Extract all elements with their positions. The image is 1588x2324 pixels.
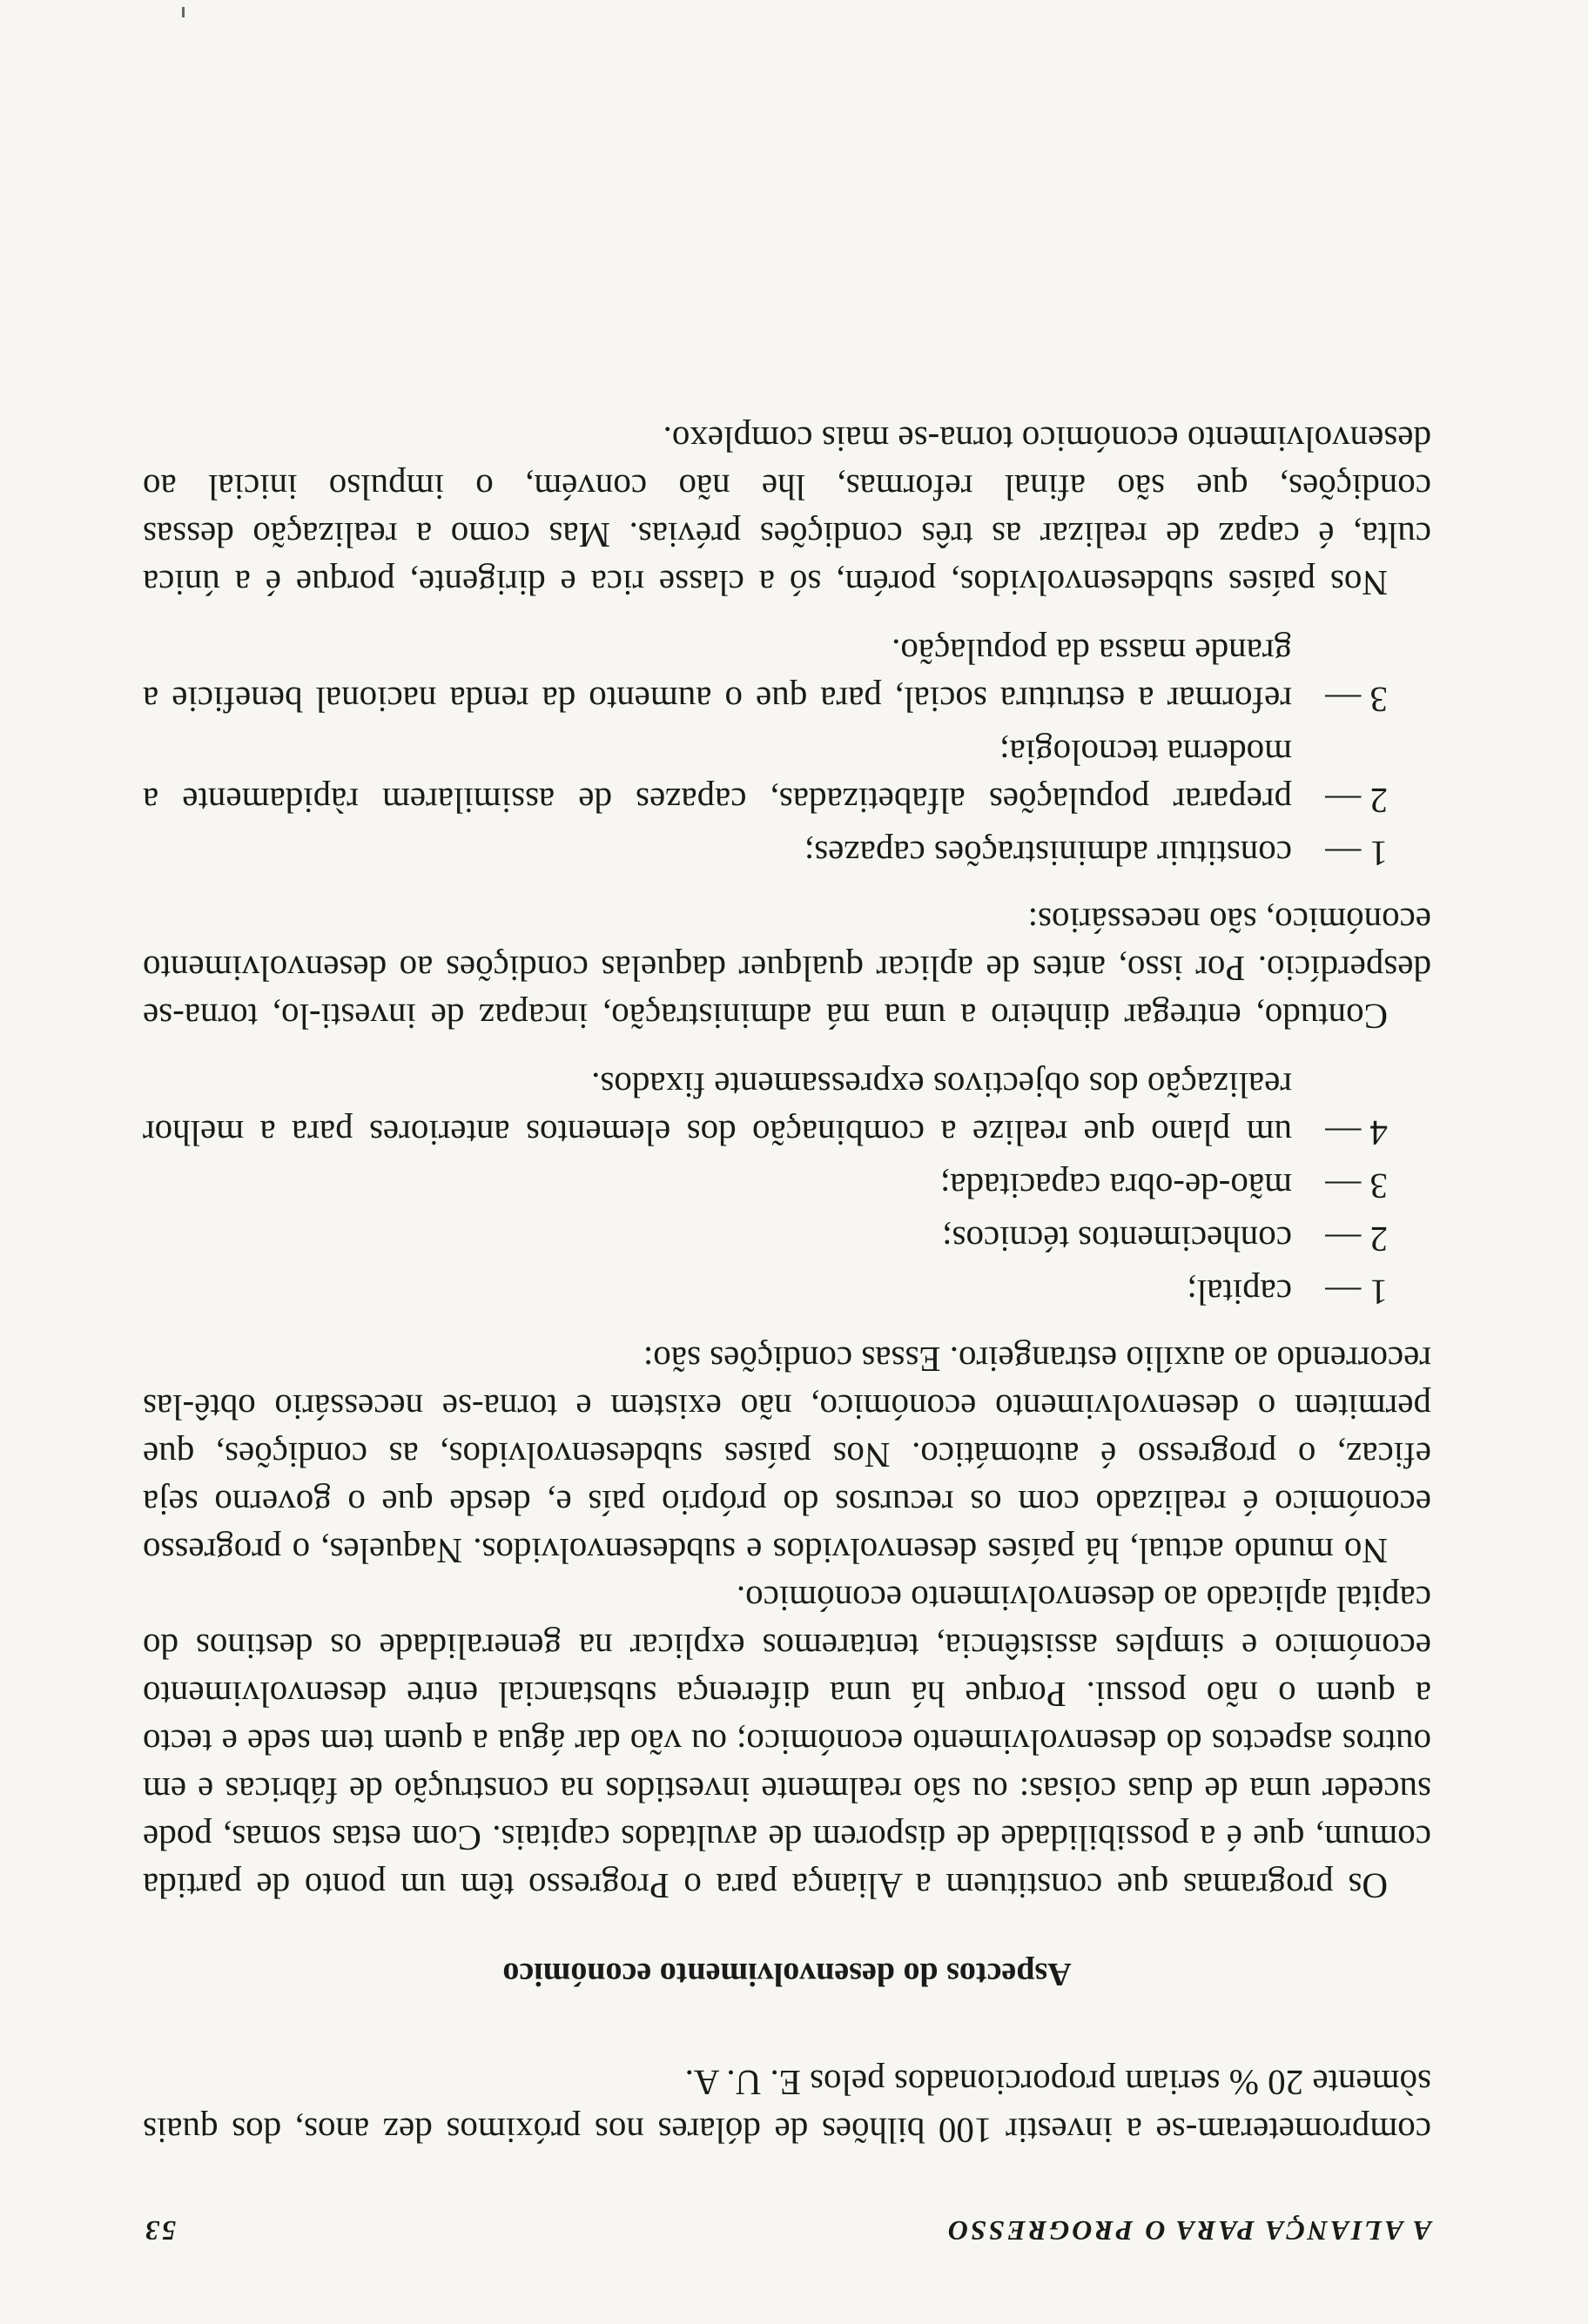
running-title: A ALIANÇA PARA O PROGRESSO — [945, 2215, 1431, 2247]
list-number: 3 — — [1325, 1166, 1388, 1206]
list-text: capital; — [1187, 1273, 1292, 1313]
list-item — [143, 1215, 1431, 1263]
list-number: 2 — — [1325, 1219, 1388, 1259]
intro-paragraph: comprometeram-se a investir 100 bilhões de dólares nos próximos dez anos, dos quais sòmente 20 % seriam proporcionados pelos E. U. A. — [143, 2063, 1431, 2151]
paragraph-3: Contudo, entregar dinheiro a uma má administração, incapaz de investi-lo, torna-se desperdício. Por isso, antes de aplicar qualquer daquelas condições ao desenvolvimento económico, são necessários: — [143, 901, 1431, 1037]
list-number: 1 — — [1325, 834, 1388, 874]
page-number: 53 — [143, 2215, 176, 2247]
list-item — [143, 830, 1431, 877]
list-item — [143, 729, 1431, 824]
list-item — [143, 1061, 1431, 1157]
page-content — [143, 415, 1431, 2254]
list-text: um plano que realize a combinação dos elementos anteriores para a melhor realização dos objectivos expressamente fixados. — [143, 1065, 1292, 1153]
prerequisites-list — [143, 628, 1431, 877]
list-text: mão-de-obra capacitada; — [939, 1166, 1292, 1206]
list-item — [143, 1162, 1431, 1210]
list-number: 3 — — [1325, 680, 1388, 720]
list-number: 1 — — [1325, 1273, 1388, 1313]
list-text: constituir administrações capazes; — [804, 834, 1292, 874]
list-number: 2 — — [1325, 781, 1388, 821]
running-header — [143, 2206, 1431, 2254]
section-title: Aspectos do desenvolvimento económico — [502, 1956, 1072, 1992]
list-item — [143, 1268, 1431, 1316]
paragraph-2: No mundo actual, há países desenvolvidos e subdesenvolvidos. Naqueles, o progresso económico é realizado com os recursos do próprio país e, desde que o governo seja eficaz, o progresso é automático. Nos países subdesenvolvidos, as condições, que permitem o desenvolvimento económico, não existem e torna-se necessário obtê-las recorrendo ao auxílio estrangeiro. Essas condições são: — [143, 1340, 1431, 1571]
list-number: 4 — — [1325, 1113, 1388, 1153]
conditions-list — [143, 1061, 1431, 1316]
list-text: reformar a estrutura social, para que o aumento da renda nacional beneficie a grande massa da população. — [143, 632, 1292, 720]
list-text: conhecimentos técnicos; — [942, 1219, 1292, 1259]
scan-mark — [182, 7, 185, 17]
list-text: preparar populações alfabetizadas, capazes de assimilarem ràpidamente a moderna tecnologia; — [143, 733, 1292, 821]
paragraph-1: Os programas que constituem a Aliança para o Progresso têm um ponto de partida comum, que é a possibilidade de disporem de avultados capitais. Com estas somas, pode suceder uma de duas coisas: ou são realmente investidos na construção de fábricas e em outros aspectos do desenvolvimento económico; ou vão dar água a quem tem sede e tecto a quem o não possui. Porque há uma diferença substancial entre desenvolvimento económico e simples assistência, tentaremos explicar na generalidade os destinos do capital aplicado ao desenvolvimento económico. — [143, 1579, 1431, 1906]
paragraph-4: Nos países subdesenvolvidos, porém, só a classe rica e dirigente, porque é a única culta, é capaz de realizar as três condições prévias. Mas como a realização dessas condições, que são afinal reformas, lhe não convém, o impulso inicial ao desenvolvimento económico torna-se mais complexo. — [143, 420, 1431, 603]
list-item — [143, 628, 1431, 723]
